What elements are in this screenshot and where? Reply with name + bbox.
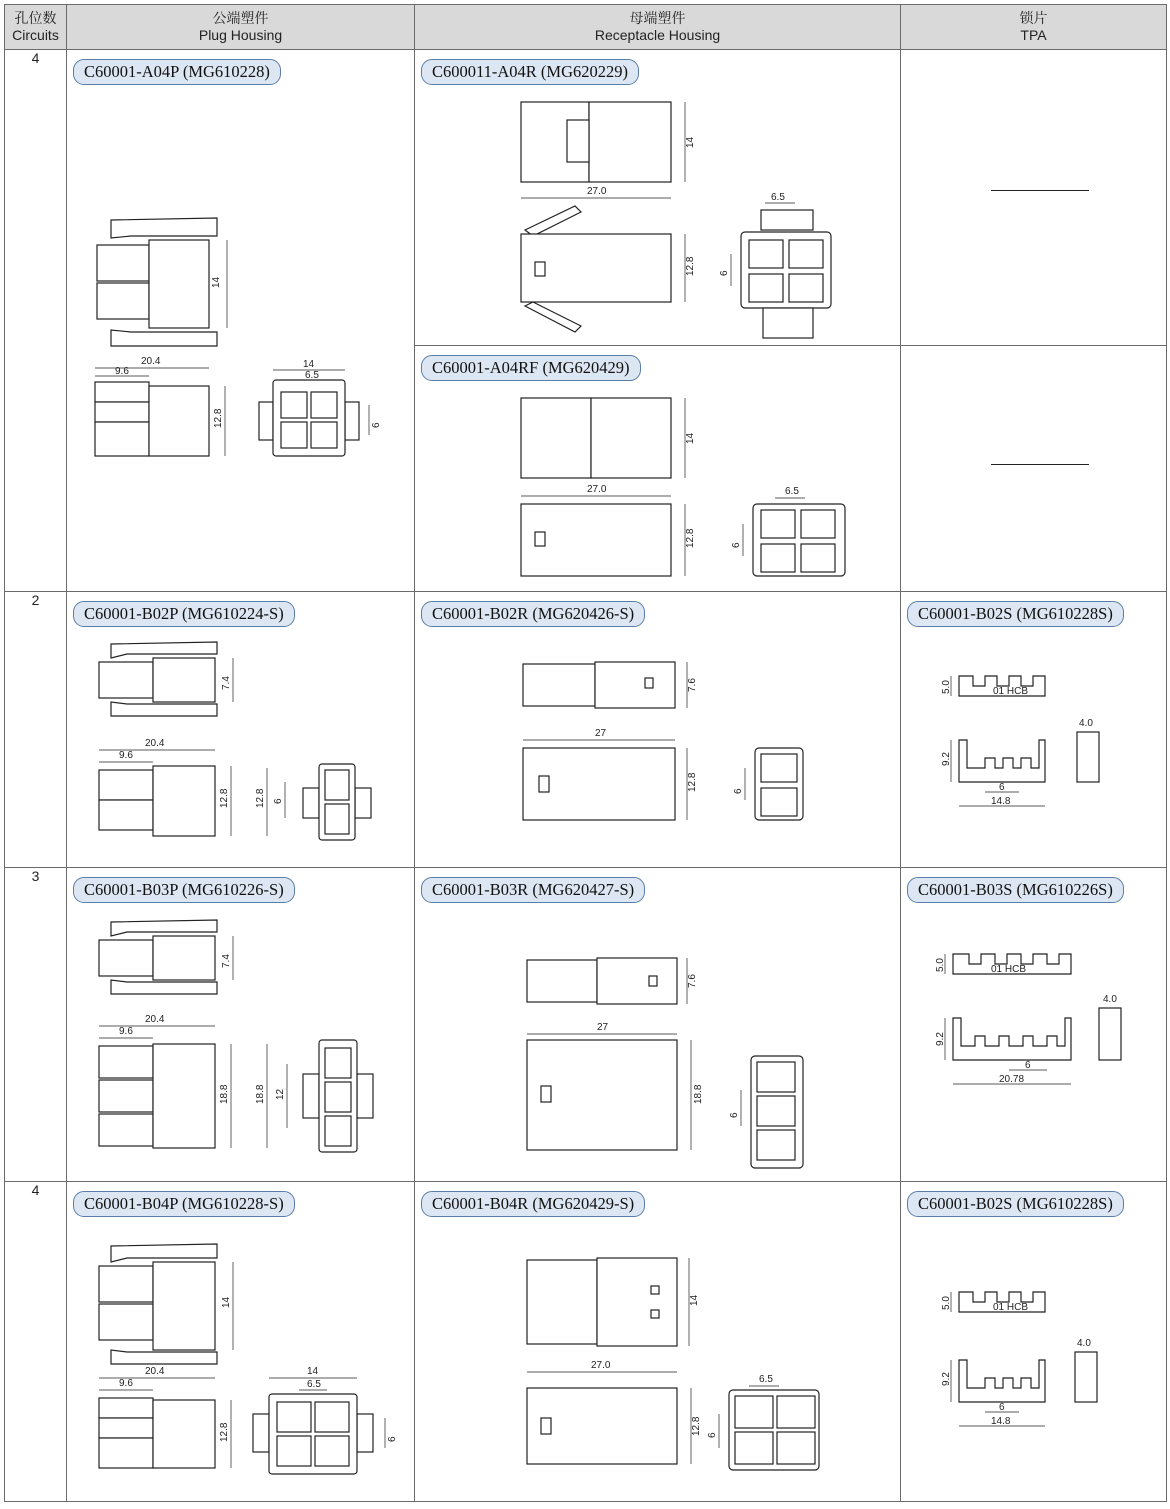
receptacle-header xyxy=(415,5,901,50)
tpa-cell xyxy=(901,50,1167,346)
dim-label: 18.8 xyxy=(693,1084,704,1104)
part-number-label: C60001-A04P (MG610228) xyxy=(73,59,281,85)
dim-label: 12.8 xyxy=(685,528,696,548)
dim-label: 6 xyxy=(731,542,742,548)
plug-drawing xyxy=(67,1182,415,1502)
dim-label: 5.0 xyxy=(935,958,946,972)
receptacle-drawing xyxy=(415,50,901,346)
dim-label: 6.5 xyxy=(305,370,319,381)
receptacle-drawing xyxy=(415,1182,901,1502)
spec-row xyxy=(5,592,1167,868)
dim-label: 7.6 xyxy=(687,678,698,692)
dim-label: 4.0 xyxy=(1077,1338,1091,1349)
dim-label: 18.8 xyxy=(255,1084,266,1104)
part-number-label: C60001-B03S (MG610226S) xyxy=(907,877,1124,903)
plug-drawing xyxy=(67,868,415,1182)
circuits-header xyxy=(5,5,67,50)
dim-label: 20.4 xyxy=(145,1014,165,1025)
dim-label: 9.2 xyxy=(935,1032,946,1046)
receptacle-cell xyxy=(415,50,901,346)
tpa-header-cn: 锁片 xyxy=(1019,10,1048,26)
dim-label: 14 xyxy=(221,1296,232,1308)
dim-label: 14 xyxy=(685,432,696,444)
dim-label: 27.0 xyxy=(587,186,607,197)
dim-label: 12.8 xyxy=(255,788,266,808)
dim-label: 7.6 xyxy=(687,974,698,988)
dim-label: 5.0 xyxy=(941,1296,952,1310)
circuits-header-en: Circuits xyxy=(12,27,59,43)
dim-label: 9.6 xyxy=(119,1026,133,1037)
plug-cell xyxy=(67,1182,415,1502)
part-number-label: C60001-B02S (MG610228S) xyxy=(907,1191,1124,1217)
dim-label: 6 xyxy=(999,782,1005,793)
header-row xyxy=(5,5,1167,50)
circuits-cell xyxy=(5,1182,67,1502)
part-number-label: C600011-A04R (MG620229) xyxy=(421,59,639,85)
hcb-marking: 01 HCB xyxy=(991,964,1027,975)
spec-row xyxy=(5,50,1167,346)
dim-label: 12.8 xyxy=(219,788,230,808)
dim-label: 14 xyxy=(689,1294,700,1306)
dim-label: 14 xyxy=(685,136,696,148)
circuits-cell xyxy=(5,50,67,592)
receptacle-cell xyxy=(415,868,901,1182)
part-number-label: C60001-B04P (MG610228-S) xyxy=(73,1191,295,1217)
circuits-value: 2 xyxy=(31,592,40,608)
dim-label: 9.6 xyxy=(119,750,133,761)
dim-label: 14.8 xyxy=(991,796,1011,807)
hcb-marking: 01 HCB xyxy=(993,1302,1029,1313)
receptacle-header-cn: 母端塑件 xyxy=(629,10,686,26)
tpa-header xyxy=(901,5,1167,50)
dim-label: 12.8 xyxy=(213,408,224,428)
dim-label: 6 xyxy=(719,270,730,276)
dim-label: 6 xyxy=(707,1432,718,1438)
connector-spec-table xyxy=(4,4,1167,1502)
dim-label: 9.6 xyxy=(115,366,129,377)
dim-label: 27.0 xyxy=(591,1360,611,1371)
dim-label: 6 xyxy=(371,422,382,428)
part-number-label: C60001-B04R (MG620429-S) xyxy=(421,1191,645,1217)
dim-label: 12 xyxy=(275,1088,286,1100)
dim-label: 27.0 xyxy=(587,484,607,495)
dim-label: 12.8 xyxy=(685,256,696,276)
dim-label: 5.0 xyxy=(941,680,952,694)
dim-label: 12.8 xyxy=(691,1416,702,1436)
dim-label: 6 xyxy=(273,798,284,804)
receptacle-drawing xyxy=(415,592,901,868)
plug-cell xyxy=(67,592,415,868)
circuits-cell xyxy=(5,592,67,868)
plug-header-cn: 公端塑件 xyxy=(212,10,269,26)
circuits-cell xyxy=(5,868,67,1182)
dim-label: 6 xyxy=(729,1112,740,1118)
plug-header xyxy=(67,5,415,50)
receptacle-drawing xyxy=(415,868,901,1182)
tpa-not-applicable xyxy=(991,464,1089,465)
dim-label: 7.4 xyxy=(221,954,232,968)
part-number-label: C60001-B03R (MG620427-S) xyxy=(421,877,645,903)
plug-header-en: Plug Housing xyxy=(198,27,283,43)
receptacle-cell xyxy=(415,346,901,592)
dim-label: 20.4 xyxy=(145,1366,165,1377)
tpa-header-en: TPA xyxy=(1020,27,1047,43)
dim-label: 27 xyxy=(597,1022,609,1033)
dim-label: 6 xyxy=(733,788,744,794)
dim-label: 6.5 xyxy=(771,192,785,203)
part-number-label: C60001-B02R (MG620426-S) xyxy=(421,601,645,627)
receptacle-header-en: Receptacle Housing xyxy=(594,27,721,43)
dim-label: 14 xyxy=(303,359,315,370)
tpa-drawing xyxy=(901,868,1167,1182)
dim-label: 14 xyxy=(211,276,222,288)
plug-cell xyxy=(67,868,415,1182)
dim-label: 20.4 xyxy=(141,356,161,367)
dim-label: 12.8 xyxy=(219,1422,230,1442)
dim-label: 20.4 xyxy=(145,738,165,749)
tpa-cell xyxy=(901,346,1167,592)
part-number-label: C60001-A04RF (MG620429) xyxy=(421,355,641,381)
circuits-header-cn: 孔位数 xyxy=(14,10,57,26)
dim-label: 9.6 xyxy=(119,1378,133,1389)
dim-label: 27 xyxy=(595,728,607,739)
plug-cell xyxy=(67,50,415,592)
dim-label: 9.2 xyxy=(941,1372,952,1386)
receptacle-cell xyxy=(415,592,901,868)
receptacle-drawing xyxy=(415,346,901,592)
plug-drawing xyxy=(67,592,415,868)
dim-label: 9.2 xyxy=(941,752,952,766)
part-number-label: C60001-B02S (MG610228S) xyxy=(907,601,1124,627)
receptacle-cell xyxy=(415,1182,901,1502)
dim-label: 6.5 xyxy=(785,486,799,497)
dim-label: 6 xyxy=(1025,1060,1031,1071)
dim-label: 6 xyxy=(999,1402,1005,1413)
tpa-cell xyxy=(901,592,1167,868)
dim-label: 18.8 xyxy=(219,1084,230,1104)
dim-label: 12.8 xyxy=(687,772,698,792)
tpa-not-applicable xyxy=(991,190,1089,191)
tpa-cell xyxy=(901,868,1167,1182)
dim-label: 4.0 xyxy=(1079,718,1093,729)
hcb-marking: 01 HCB xyxy=(993,686,1029,697)
dim-label: 4.0 xyxy=(1103,994,1117,1005)
part-number-label: C60001-B03P (MG610226-S) xyxy=(73,877,295,903)
dim-label: 6 xyxy=(387,1436,398,1442)
circuits-value: 4 xyxy=(31,1182,40,1198)
dim-label: 6.5 xyxy=(759,1374,773,1385)
dim-label: 14.8 xyxy=(991,1416,1011,1427)
dim-label: 6.5 xyxy=(307,1379,321,1390)
plug-drawing xyxy=(67,50,415,592)
dim-label: 20.78 xyxy=(999,1074,1025,1085)
spec-row xyxy=(5,1182,1167,1502)
circuits-value: 3 xyxy=(31,868,40,884)
circuits-value: 4 xyxy=(31,50,40,66)
spec-row xyxy=(5,868,1167,1182)
tpa-drawing xyxy=(901,1182,1167,1502)
dim-label: 14 xyxy=(307,1366,319,1377)
dim-label: 7.4 xyxy=(221,676,232,690)
part-number-label: C60001-B02P (MG610224-S) xyxy=(73,601,295,627)
tpa-cell xyxy=(901,1182,1167,1502)
tpa-drawing xyxy=(901,592,1167,868)
